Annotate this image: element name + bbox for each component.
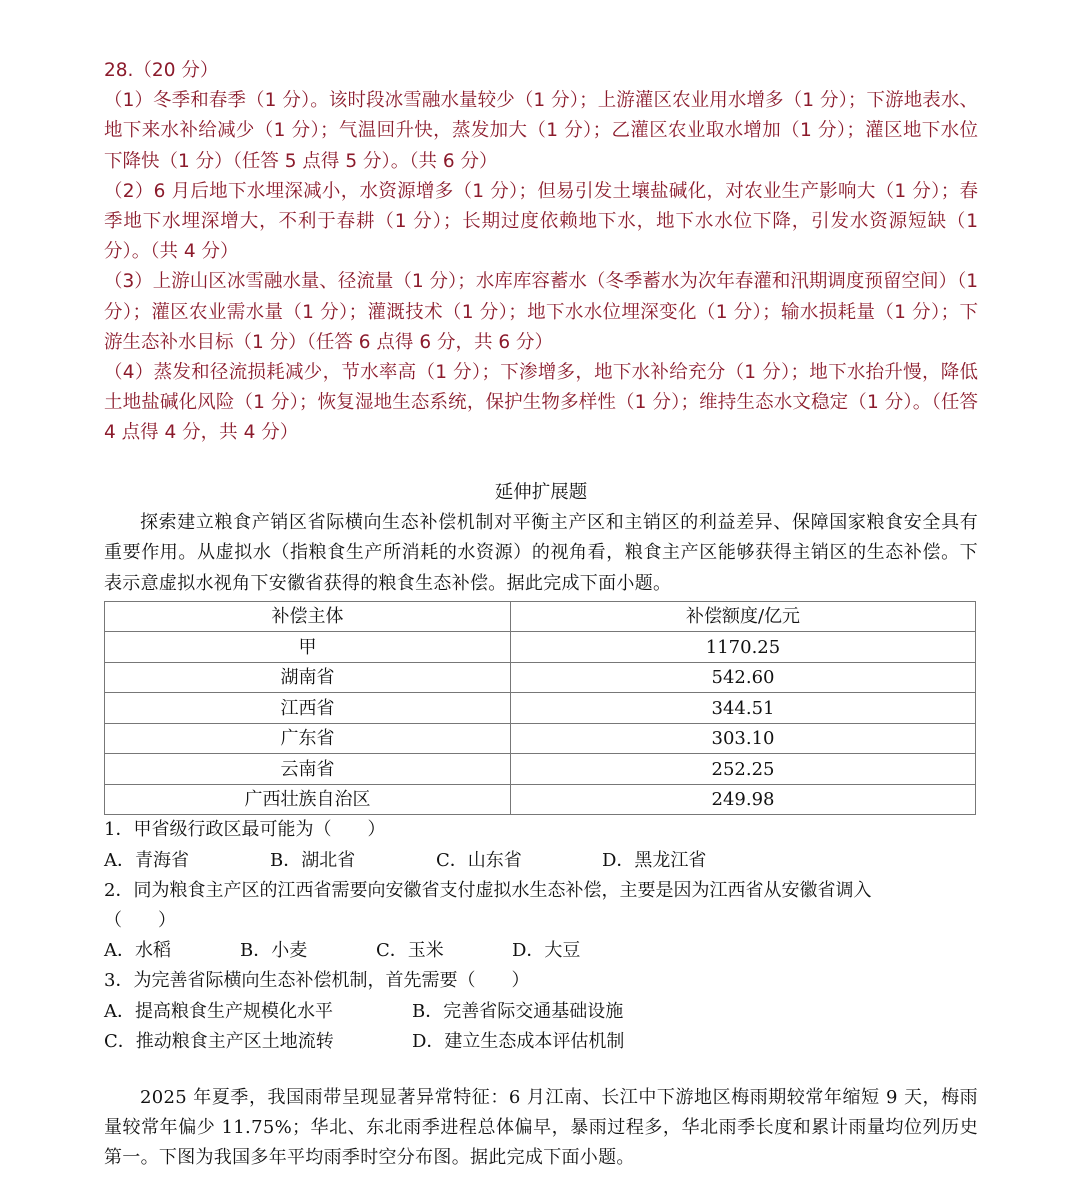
- answer-part-3: （3）上游山区冰雪融水量、径流量（1 分）；水库库容蓄水（冬季蓄水为次年春灌和汛期调度预留空间）（1 分）；灌区农业需水量（1 分）；灌溉技术（1 分）；地下水水位埋深变化（1 分）；输水损耗量（1 分）；下游生态补水目标（1 分）（任答 6 点得 6 分，共 6 分）: [104, 271, 978, 353]
- question-3-options-row1: [104, 997, 978, 1027]
- q3-option-b[interactable]: B．完善省际交通基础设施: [412, 1000, 624, 1022]
- q1-option-a[interactable]: A．青海省: [104, 849, 189, 871]
- q2-option-b[interactable]: B．小麦: [240, 940, 308, 962]
- answer-part-4: （4）蒸发和径流损耗减少，节水率高（1 分）；下渗增多，地下水补给充分（1 分）；地下水抬升慢，降低土地盐碱化风险（1 分）；恢复湿地生态系统，保护生物多样性（1 分）；维持生态水文稳定（1 分）。（任答 4 点得 4 分，共 4 分）: [104, 362, 978, 444]
- q2-option-a[interactable]: A．水稻: [104, 940, 171, 962]
- answer-section: [104, 56, 978, 449]
- table-cell-amount: 249.98: [511, 784, 976, 815]
- question-3-stem: 3．为完善省际横向生态补偿机制，首先需要（ ）: [104, 970, 530, 992]
- table-cell-subject: 甲: [105, 632, 511, 663]
- question-1-options: [104, 846, 978, 876]
- extension-section: [104, 478, 978, 1057]
- rain-belt-section: [104, 1083, 978, 1174]
- table-cell-amount: 252.25: [511, 754, 976, 785]
- answer-part-2: （2）6 月后地下水埋深减小，水资源增多（1 分）；但易引发土壤盐碱化，对农业生产影响大（1 分）；春季地下水埋深增大，不利于春耕（1 分）；长期过度依赖地下水，地下水水位下降，引发水资源短缺（1 分）。（共 4 分）: [104, 180, 978, 263]
- table-header-row: [105, 601, 976, 632]
- question-2-blank: （ ）: [104, 909, 176, 931]
- q3-option-c[interactable]: C．推动粮食主产区土地流转: [104, 1030, 334, 1052]
- extension-intro: 探索建立粮食产销区省际横向生态补偿机制对平衡主产区和主销区的利益差异、保障国家粮食安全具有重要作用。从虚拟水（指粮食生产所消耗的水资源）的视角看，粮食主产区能够获得主销区的生态补偿。下表示意虚拟水视角下安徽省获得的粮食生态补偿。据此完成下面小题。: [104, 512, 978, 594]
- table-cell-amount: 344.51: [511, 693, 976, 724]
- table-cell-amount: 303.10: [511, 723, 976, 754]
- q1-option-b[interactable]: B．湖北省: [270, 849, 356, 871]
- table-header-subject: 补偿主体: [105, 601, 511, 632]
- table-cell-subject: 广西壮族自治区: [105, 784, 511, 815]
- table-cell-subject: 江西省: [105, 693, 511, 724]
- table-row: [105, 632, 976, 663]
- compensation-table: [104, 601, 976, 816]
- q1-option-d[interactable]: D．黑龙江省: [602, 849, 707, 871]
- question-2-stem: 2．同为粮食主产区的江西省需要向安徽省支付虚拟水生态补偿，主要是因为江西省从安徽省调入: [104, 879, 872, 901]
- table-cell-subject: 广东省: [105, 723, 511, 754]
- q3-option-d[interactable]: D．建立生态成本评估机制: [412, 1030, 625, 1052]
- table-cell-subject: 云南省: [105, 754, 511, 785]
- question-2-options: [104, 936, 978, 966]
- answer-heading: 28.（20 分）: [104, 60, 219, 81]
- extension-title: 延伸扩展题: [494, 482, 588, 503]
- table-row: [105, 784, 976, 815]
- rain-belt-paragraph: 2025 年夏季，我国雨带呈现显著异常特征：6 月江南、长江中下游地区梅雨期较常年缩短 9 天，梅雨量较常年偏少 11.75%；华北、东北雨季进程总体偏早，暴雨过程多，华北雨季长度和累计雨量均位列历史第一。下图为我国多年平均雨季时空分布图。据此完成下面小题。: [104, 1087, 978, 1169]
- table-cell-amount: 542.60: [511, 662, 976, 693]
- table-cell-subject: 湖南省: [105, 662, 511, 693]
- q3-option-a[interactable]: A．提高粮食生产规模化水平: [104, 1000, 333, 1022]
- table-header-amount: 补偿额度/亿元: [511, 601, 976, 632]
- table-cell-amount: 1170.25: [511, 632, 976, 663]
- question-1-stem: 1．甲省级行政区最可能为（ ）: [104, 819, 386, 841]
- table-row: [105, 754, 976, 785]
- table-row: [105, 723, 976, 754]
- q2-option-d[interactable]: D．大豆: [512, 940, 581, 962]
- q2-option-c[interactable]: C．玉米: [376, 940, 444, 962]
- table-row: [105, 693, 976, 724]
- q1-option-c[interactable]: C．山东省: [436, 849, 522, 871]
- question-3-options-row2: [104, 1027, 978, 1057]
- answer-part-1: （1）冬季和春季（1 分）。该时段冰雪融水量较少（1 分）；上游灌区农业用水增多（1 分）；下游地表水、地下来水补给减少（1 分）；气温回升快，蒸发加大（1 分）；乙灌区农业取水增加（1 分）；灌区地下水位下降快（1 分）（任答 5 点得 5 分）。（共 6 分）: [104, 90, 978, 172]
- table-row: [105, 662, 976, 693]
